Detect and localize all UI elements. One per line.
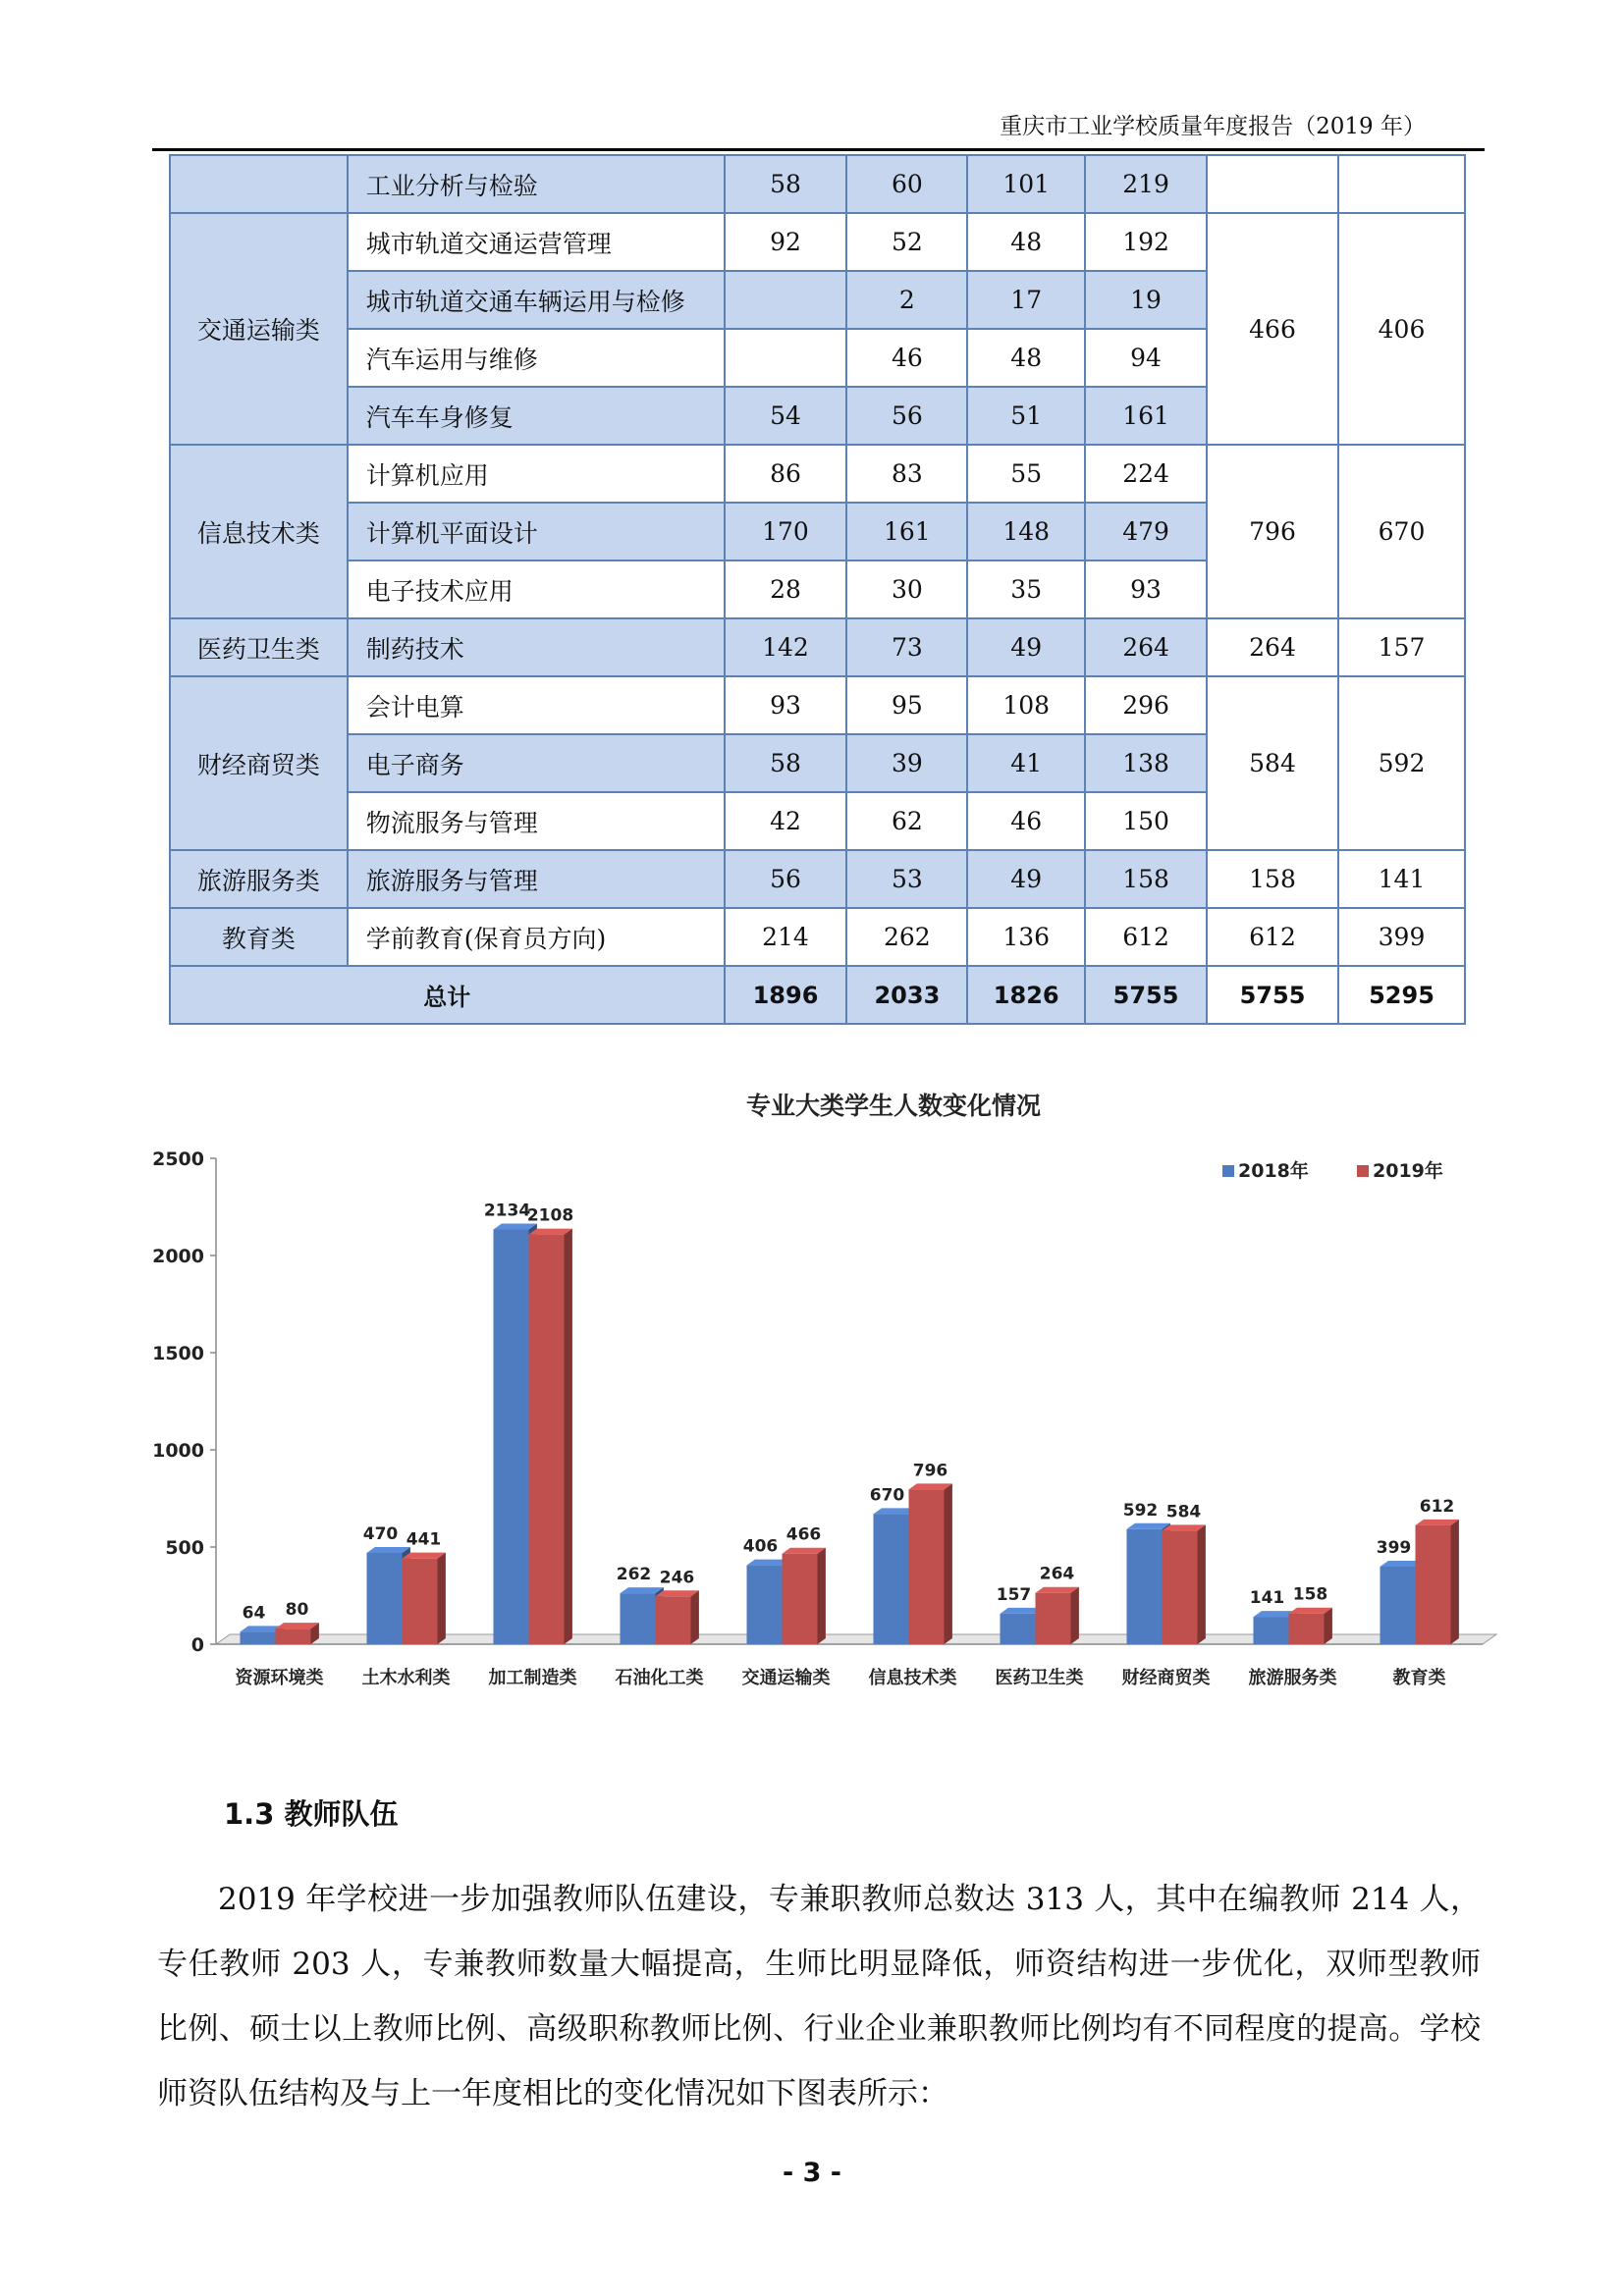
- value-cell: 48: [967, 329, 1085, 387]
- total-2018: 5295: [1338, 966, 1465, 1024]
- bar-side: [691, 1590, 699, 1644]
- bar: [874, 1514, 909, 1644]
- group-2019-cell: [1207, 155, 1338, 213]
- y-tick-label: 1500: [152, 1343, 204, 1364]
- group-2018-cell: 141: [1338, 850, 1465, 908]
- value-cell: 56: [725, 850, 847, 908]
- chart-title: 专业大类学生人数变化情况: [745, 1092, 1042, 1120]
- major-cell: 汽车车身修复: [348, 387, 725, 445]
- value-cell: 52: [846, 213, 967, 271]
- legend-entry: 2018年: [1238, 1160, 1309, 1182]
- value-cell: 39: [846, 734, 967, 792]
- bar-side: [818, 1548, 826, 1644]
- major-cell: 汽车运用与维修: [348, 329, 725, 387]
- value-cell: 54: [725, 387, 847, 445]
- total-value: 1826: [967, 966, 1085, 1024]
- group-2018-cell: 399: [1338, 908, 1465, 966]
- data-label: 670: [869, 1485, 905, 1506]
- x-tick-label: 土木水利类: [361, 1668, 451, 1688]
- x-tick-label: 交通运输类: [741, 1668, 831, 1688]
- bar: [276, 1629, 311, 1644]
- data-label: 592: [1122, 1500, 1159, 1521]
- x-tick-label: 教育类: [1392, 1668, 1446, 1688]
- value-cell: 46: [846, 329, 967, 387]
- bar: [403, 1559, 438, 1644]
- data-label: 158: [1292, 1584, 1328, 1605]
- value-cell: [725, 271, 847, 329]
- bar: [1127, 1529, 1163, 1644]
- sum-cell: 192: [1085, 213, 1207, 271]
- total-value: 1896: [725, 966, 847, 1024]
- sum-cell: 612: [1085, 908, 1207, 966]
- sum-cell: 19: [1085, 271, 1207, 329]
- data-label: 64: [242, 1603, 266, 1624]
- data-label: 584: [1165, 1502, 1202, 1522]
- category-cell: 医药卫生类: [170, 618, 348, 676]
- data-label: 157: [996, 1584, 1032, 1605]
- major-cell: 城市轨道交通车辆运用与检修: [348, 271, 725, 329]
- total-label: 总计: [170, 966, 725, 1024]
- value-cell: 58: [725, 734, 847, 792]
- bar: [1289, 1614, 1325, 1644]
- value-cell: 2: [846, 271, 967, 329]
- value-cell: 17: [967, 271, 1085, 329]
- page-number: - 3 -: [783, 2158, 841, 2188]
- table-row: [170, 155, 1465, 213]
- data-label: 2108: [526, 1205, 574, 1226]
- value-cell: 48: [967, 213, 1085, 271]
- running-header: 重庆市工业学校质量年度报告（2019 年）: [1000, 114, 1426, 139]
- legend-swatch: [1357, 1165, 1369, 1177]
- major-cell: 电子技术应用: [348, 561, 725, 618]
- value-cell: 93: [725, 676, 847, 734]
- data-label: 796: [912, 1461, 948, 1481]
- value-cell: 30: [846, 561, 967, 618]
- value-cell: 92: [725, 213, 847, 271]
- group-2018-cell: 406: [1338, 213, 1465, 445]
- sum-cell: 138: [1085, 734, 1207, 792]
- value-cell: 161: [846, 503, 967, 561]
- x-tick-label: 资源环境类: [235, 1668, 324, 1688]
- group-2019-cell: 612: [1207, 908, 1338, 966]
- sum-cell: 479: [1085, 503, 1207, 561]
- body-paragraph: 2019 年学校进一步加强教师队伍建设，专兼职教师总数达 313 人，其中在编教师 214 人，专任教师 203 人，专兼教师数量大幅提高，生师比明显降低，师资结构进一步优化，双师型教师比例、硕士以上教师比例、高级职称教师比例、行业企业兼职教师比例均有不同程度的提高。学校师资队伍结构及与上一年度相比的变化情况如下图表所示：: [157, 1882, 1481, 2111]
- data-label: 141: [1249, 1588, 1285, 1609]
- value-cell: 214: [725, 908, 847, 966]
- bar: [241, 1631, 276, 1644]
- data-label: 262: [616, 1565, 652, 1585]
- bar: [1001, 1614, 1036, 1644]
- sum-cell: 296: [1085, 676, 1207, 734]
- category-cell: 交通运输类: [170, 213, 348, 445]
- value-cell: 46: [967, 792, 1085, 850]
- x-tick-label: 加工制造类: [488, 1668, 577, 1688]
- major-cell: 会计电算: [348, 676, 725, 734]
- category-cell: [170, 155, 348, 213]
- bar: [747, 1566, 783, 1644]
- sum-cell: 219: [1085, 155, 1207, 213]
- major-cell: 计算机平面设计: [348, 503, 725, 561]
- total-2019: 5755: [1207, 966, 1338, 1024]
- y-tick-label: 2000: [152, 1246, 204, 1267]
- bar-side: [945, 1483, 952, 1644]
- value-cell: 262: [846, 908, 967, 966]
- section-title: 1.3 教师队伍: [224, 1797, 399, 1831]
- total-value: 2033: [846, 966, 967, 1024]
- major-cell: 旅游服务与管理: [348, 850, 725, 908]
- bar: [1380, 1567, 1416, 1644]
- data-label: 466: [785, 1524, 822, 1545]
- y-tick-label: 0: [190, 1634, 204, 1656]
- bar-side: [1451, 1520, 1459, 1644]
- table-row: [170, 618, 1465, 676]
- header-rule: [152, 148, 1485, 151]
- group-2019-cell: 158: [1207, 850, 1338, 908]
- legend-entry: 2019年: [1373, 1160, 1443, 1182]
- bar: [1254, 1617, 1289, 1644]
- major-cell: 城市轨道交通运营管理: [348, 213, 725, 271]
- y-tick-label: 500: [165, 1537, 204, 1559]
- sum-cell: 264: [1085, 618, 1207, 676]
- data-label: 612: [1419, 1496, 1455, 1517]
- bar: [909, 1489, 945, 1644]
- value-cell: 136: [967, 908, 1085, 966]
- bar: [1163, 1530, 1198, 1644]
- data-label: 264: [1039, 1564, 1075, 1584]
- sum-cell: 224: [1085, 445, 1207, 503]
- group-2019-cell: 264: [1207, 618, 1338, 676]
- category-cell: 信息技术类: [170, 445, 348, 618]
- value-cell: 42: [725, 792, 847, 850]
- value-cell: 35: [967, 561, 1085, 618]
- value-cell: 73: [846, 618, 967, 676]
- total-value: 5755: [1085, 966, 1207, 1024]
- major-cell: 学前教育(保育员方向): [348, 908, 725, 966]
- bar-side: [1325, 1608, 1332, 1644]
- value-cell: 49: [967, 850, 1085, 908]
- group-2019-cell: 796: [1207, 445, 1338, 618]
- data-label: 441: [406, 1529, 442, 1550]
- data-label: 80: [285, 1600, 309, 1621]
- value-cell: 60: [846, 155, 967, 213]
- bar-chart: [128, 1090, 1522, 1698]
- value-cell: 55: [967, 445, 1085, 503]
- x-tick-label: 信息技术类: [868, 1668, 957, 1688]
- category-cell: 教育类: [170, 908, 348, 966]
- x-tick-label: 石油化工类: [615, 1668, 704, 1688]
- sum-cell: 93: [1085, 561, 1207, 618]
- major-cell: 工业分析与检验: [348, 155, 725, 213]
- group-2019-cell: 466: [1207, 213, 1338, 445]
- value-cell: 58: [725, 155, 847, 213]
- sum-cell: 161: [1085, 387, 1207, 445]
- x-tick-label: 财经商贸类: [1121, 1668, 1211, 1688]
- major-cell: 制药技术: [348, 618, 725, 676]
- data-label: 2134: [483, 1201, 531, 1221]
- bar: [783, 1554, 818, 1644]
- group-2018-cell: 670: [1338, 445, 1465, 618]
- sum-cell: 150: [1085, 792, 1207, 850]
- table-total-row: [170, 966, 1465, 1024]
- bar: [1416, 1525, 1451, 1644]
- value-cell: 49: [967, 618, 1085, 676]
- table-row: [170, 445, 1465, 503]
- bar: [494, 1229, 529, 1644]
- legend-swatch: [1222, 1165, 1234, 1177]
- group-2018-cell: 592: [1338, 676, 1465, 850]
- value-cell: 28: [725, 561, 847, 618]
- value-cell: 41: [967, 734, 1085, 792]
- value-cell: 170: [725, 503, 847, 561]
- value-cell: 108: [967, 676, 1085, 734]
- group-2019-cell: 584: [1207, 676, 1338, 850]
- table-row: [170, 676, 1465, 734]
- category-cell: 旅游服务类: [170, 850, 348, 908]
- value-cell: 86: [725, 445, 847, 503]
- value-cell: 101: [967, 155, 1085, 213]
- table-row: [170, 213, 1465, 271]
- bar-side: [1071, 1587, 1079, 1644]
- value-cell: 95: [846, 676, 967, 734]
- value-cell: 148: [967, 503, 1085, 561]
- y-tick-label: 1000: [152, 1440, 204, 1462]
- table-row: [170, 850, 1465, 908]
- data-label: 470: [362, 1523, 399, 1544]
- enrollment-table: [169, 154, 1466, 1025]
- value-cell: 83: [846, 445, 967, 503]
- value-cell: 53: [846, 850, 967, 908]
- bar: [1036, 1593, 1071, 1644]
- bar: [367, 1553, 403, 1644]
- x-tick-label: 医药卫生类: [995, 1668, 1084, 1688]
- table-row: [170, 908, 1465, 966]
- bar: [656, 1596, 691, 1644]
- major-cell: 物流服务与管理: [348, 792, 725, 850]
- y-tick-label: 2500: [152, 1148, 204, 1170]
- sum-cell: 94: [1085, 329, 1207, 387]
- group-2018-cell: 157: [1338, 618, 1465, 676]
- group-2018-cell: [1338, 155, 1465, 213]
- data-label: 399: [1376, 1537, 1412, 1558]
- x-tick-label: 旅游服务类: [1248, 1668, 1337, 1688]
- bar-side: [1198, 1524, 1206, 1644]
- data-label: 246: [659, 1568, 695, 1588]
- value-cell: [725, 329, 847, 387]
- category-cell: 财经商贸类: [170, 676, 348, 850]
- value-cell: 62: [846, 792, 967, 850]
- bar-side: [565, 1229, 572, 1644]
- bar-side: [438, 1553, 446, 1644]
- value-cell: 142: [725, 618, 847, 676]
- sum-cell: 158: [1085, 850, 1207, 908]
- value-cell: 51: [967, 387, 1085, 445]
- data-label: 406: [742, 1536, 779, 1557]
- value-cell: 56: [846, 387, 967, 445]
- bar: [621, 1593, 656, 1644]
- bar: [529, 1235, 565, 1644]
- major-cell: 电子商务: [348, 734, 725, 792]
- major-cell: 计算机应用: [348, 445, 725, 503]
